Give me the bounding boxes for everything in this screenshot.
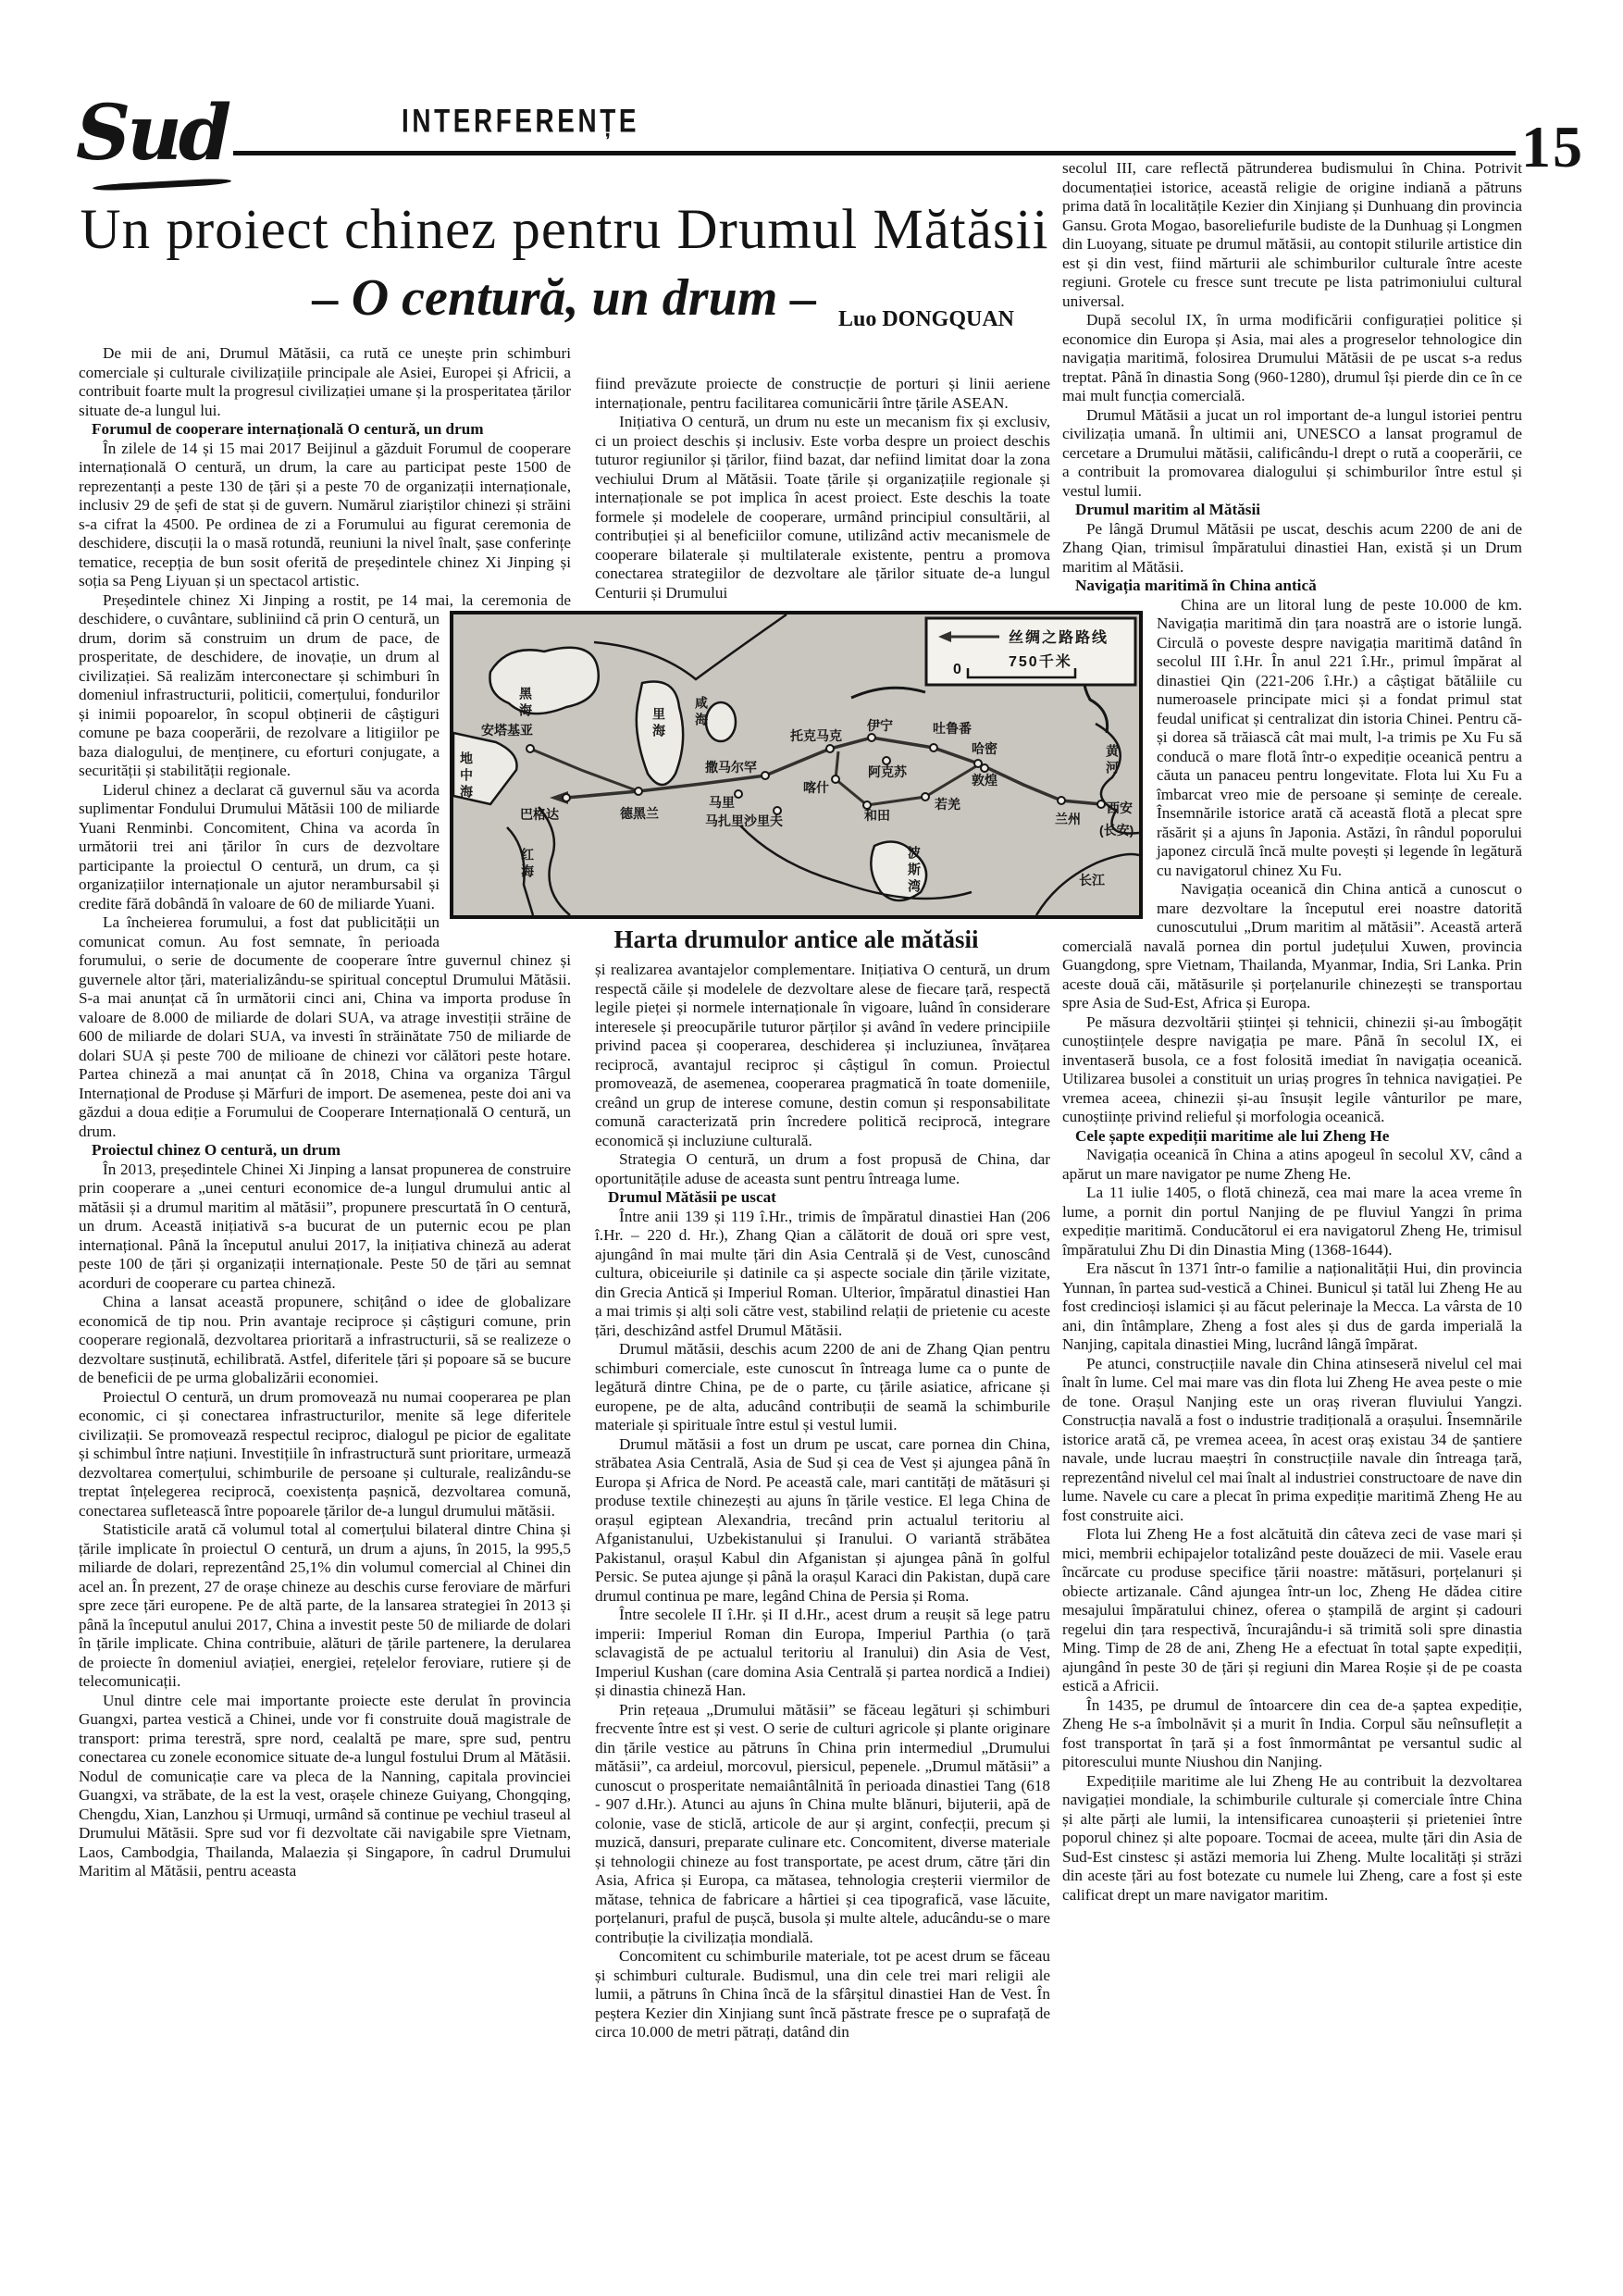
article-paragraph: Strategia O centură, un drum a fost propusă de China, dar oportunitățile aduse de aceasta sunt pentru întreaga lume. xyxy=(595,1150,1050,1187)
map-label-mary: 马里 xyxy=(709,795,735,810)
map-label-kashgar: 喀什 xyxy=(803,780,829,795)
article-paragraph: După secolul IX, în urma modificării configurației politice și economice din Europa și Asia, mai ales a progreselor tehnologice din navigația maritimă, folosirea Drumului Mătăsii de pe uscat s-a redus treptat. Până în dinastia Song (960-1280), drumul își pierde din ce în ce mai mult funcția comercială. xyxy=(1062,311,1522,404)
silk-road-map-drawing xyxy=(453,614,1139,915)
article-paragraph: La încheierea forumului, a fost dat publicității un comunicat comun. Au fost semnate, în perioada forumului, o serie de documente de cooperare între guvernul chinez și guvernele altor țări, materializându-se spiritual conceptul Drumului Mătăsii. S-a mai anunțat că în următorii cinci ani, China va importa produse în valoare de 8.000 de miliarde de dolari SUA, va atrage investiții străine de 600 de miliarde de dolari SUA, va investi în străinătate 750 de miliarde de dolari SUA și peste 700 de milioane de chinezi vor călători peste hotare. Partea chineză a mai anunțat că în 2018, China va organiza Târgul Internațional de Produse și Mărfuri de import. De asemenea, peste doi ani va găzdui a doua ediție a Forumului de Cooperare Internațională O centură, un drum. xyxy=(79,913,571,1140)
article-paragraph: Între anii 139 și 119 î.Hr., trimis de împăratul dinastiei Han (206 î.Hr. – 220 d. Hr.), Zhang Qian a călătorit de două ori spre vest, ajungând în mai multe țări din Asia Centrală și de Vest, cunoscând cultura, obiceiurile și datinile ca și aspecte sociale din țările vizitate, din Grecia Antică și Imperiul Roman. Ulterior, împăratul dinastiei Han a mai trimis și alți soli către vest, stabilind relații de prietenie cu aceste țări, deschizând astfel Drumul Mătăsii. xyxy=(595,1207,1050,1339)
map-label-aral-sea: 咸海 xyxy=(694,696,709,729)
article-paragraph: Drumul Mătăsii a jucat un rol important de-a lungul istoriei pentru civilizația umană. În ultimii ani, UNESCO a lansat programul de cercetare a Drumului mătăsii, calificându-l drept o rută a cooperării, ce a contribuit la promovarea dialogului și schimburilor între estul și vestul lumii. xyxy=(1062,405,1522,500)
article-paragraph: Inițiativa O centură, un drum nu este un mecanism fix și exclusiv, ci un proiect deschis și inclusiv. Este vorba despre un proiect deschis tuturor regiunilor și țărilor, fiind bazat, dar nefiind limitat doar la zona vechiului Drum al Mătăsii. Toate țările și organizațiile regionale și internaționale se pot implica în acest proiect. Este deschis la toate formele și modelele de cooperare, urmând principiul consultării, al contribuției și al beneficiilor comune, utilizând activ mecanismele de cooperare bilaterale și multilaterale existente, pentru a promova conectarea strategiilor de dezvoltare ale țărilor situate de-a lungul Centurii și Drumului xyxy=(595,413,1050,602)
article-paragraph: Drumul mătăsii a fost un drum pe uscat, care pornea din China, străbatea Asia Centrală, Asia de Sud și cea de Vest și ajungea până în Europa și Africa de Nord. Pe această cale, mari cantități de mătăsuri și produse textile chinezești au ajuns în țările vestice. El lega China de orașul egiptean Alexandria, trecând prin actualul teritoriu al Afganistanului, Uzbekistanului și Iranului. O variantă străbătea Pakistanul, orașul Kabul din Afganistan și ajungea până în golful Persic. Se putea ajunge și până la orașul Karaci din Pakistan, după care drumul continua pe mare, legând China de Persia și Roma. xyxy=(595,1434,1050,1605)
article-paragraph: Navigația oceanică în China a atins apogeul în secolul XV, când a apărut un mare navigator pe nume Zheng He. xyxy=(1062,1146,1522,1183)
article-paragraph: Pe măsura dezvoltării științei și tehnicii, chinezii și-au îmbogățit cunoștiințele despre navigația pe mare. Până în secolul IX, ei inventaseră busola, ce a fost folosită imediat în navigația oceanică. Utilizarea busolei a constituit un uriaș progres în tehnica navigației. Pe vremea aceea, chinezii și-au însușit legile vânturilor pe mare, cunoștiințe privind relieful și morfologia oceanică. xyxy=(1062,1012,1522,1125)
article-paragraph: Liderul chinez a declarat că guvernul său va acorda suplimentar Fondului Drumului Mătăsii 100 de miliarde Yuani Renminbi. Concomitent, China va acorda în următorii trei ani țărilor în curs de dezvoltare participante la proiectul O centură, un drum, ca și organizațiilor internaționale un ajutor nerambursabil și credite fără dobândă în valoare de 60 de miliarde Yuani. xyxy=(79,780,440,912)
silk-road-map xyxy=(450,611,1143,919)
article-subhead: Proiectul chinez O centură, un drum xyxy=(92,1141,341,1159)
map-label-xian: 西安 xyxy=(1107,800,1133,815)
map-label-mazar-i-sharif: 马扎里沙里夫 xyxy=(705,813,783,828)
article-subhead: Cele șapte expediții maritime ale lui Zheng He xyxy=(1075,1126,1390,1145)
article-paragraph: Statisticile arată că volumul total al comerțului bilateral dintre China și țările implicate în proiectul O centură, un drum a ajuns, în 2015, la 995,5 miliarde de dolari, reprezentând 25,1% din volumul comercial al Chinei din acel an. În prezent, 27 de orașe chineze au deschis curse feroviare de mărfuri spre zece țări europene. Pe de altă parte, de la lansarea strategiei în 2013 și până la începutul anului 2017, China a investit peste 50 de miliarde de dolari în țările implicate. China contribuie, alături de țările partenere, la derularea de proiecte în domeniul aviației, energiei, rețelelor feroviare, rutiere și de telecomunicații. xyxy=(79,1520,571,1690)
article-paragraph: La 11 iulie 1405, o flotă chineză, cea mai mare la acea vreme în lume, a pornit din portul Nanjing de pe fluviul Yangzi în prima expediție maritimă. Conducătorul ei era navigatorul Zheng He, trimisul împăratului Zhu Di din Dinastia Ming (1368-1644). xyxy=(1062,1184,1522,1259)
column-3 xyxy=(1062,159,1522,2130)
article-paragraph: și realizarea avantajelor complementare. Inițiativa O centură, un drum respectă căile și modelele de dezvoltare alese de fiecare țară, respectă legile pieței și normele internaționale în vigoare, luând în considerare interesele și preocupările tuturor părților și având în vedere principiile privind pacea și cooperarea, deschiderea și incluziunea, învățarea reciprocă, avantajul reciproc și câștigul în comun. Proiectul promovează, de asemenea, cooperarea pragmatică în toate domeniile, creând un grup de interese comune, destin comun și responsabilitate comună caracterizată prin încredere politică reciprocă, integrare economică și incluziune culturală. xyxy=(595,961,1050,1149)
article-subhead: Drumul maritim al Mătăsii xyxy=(1075,501,1261,518)
article-paragraph: Pe lângă Drumul Mătăsii pe uscat, deschis acum 2200 de ani de Zhang Qian, trimisul împăratului dinastiei Han, există și un Drum maritim al Mătăsii. xyxy=(1062,519,1522,576)
map-label-yangtze-river: 长江 xyxy=(1079,873,1105,887)
article-paragraph: În 1435, pe drumul de întoarcere din cea de-a șaptea expediție, Zheng He s-a îmbolnăvit și a murit în India. Corpul său neînsuflețit a fost transportat în țară și a fost înmormântat pe versantul sudic al pitorescului munte Niushou din Nanjing. xyxy=(1062,1695,1522,1770)
legend-route-label: 丝绸之路路线 xyxy=(1009,630,1109,646)
article-paragraph: În 2013, președintele Chinei Xi Jinping a lansat propunerea de construire prin cooperare a „unei centuri economice de-a lungul drumului antic al mătăsii și a drumul maritim al mătăsii”, propunere prescurtată în O centură, un drum. Această inițiativă s-a bucurat de un puternic ecou pe plan internațional. Până la începutul anului 2017, la inițiativa chineză au aderat peste 100 de țări și organizații internaționale. Peste 50 de țări au semnat acorduri de cooperare cu partea chineză. xyxy=(79,1160,571,1292)
article-subhead: Drumul Mătăsii pe uscat xyxy=(608,1188,776,1206)
logo-swash-decoration xyxy=(93,178,231,192)
map-label-antakya: 安塔基亚 xyxy=(481,723,533,738)
map-label-persian-gulf: 波斯湾 xyxy=(907,846,922,896)
map-label-red-sea: 红海 xyxy=(520,848,535,881)
map-label-samarkand: 撒马尔罕 xyxy=(705,760,757,775)
map-label-hotan: 和田 xyxy=(864,808,890,823)
article-paragraph: În zilele de 14 și 15 mai 2017 Beijinul a găzduit Forumul de cooperare internațională O centură, un drum, la care au participat peste 1500 de reprezentanți a peste 130 de țări și a peste 70 de organizații internaționale, inclusiv 29 de șefi de stat și de guvern. Numărul ziariștilor chinezi și străini s-a cifrat la 4500. Pe ordinea de zi a Forumului au figurat ceremonia de deschidere, discuții la o masă rotundă, reuniuni la nivel înalt, șase conferințe tematice, recepția de bun sosit oferită de președintele chinez Xi Jinping și soția sa Peng Liyuan și un spectacol artistic. xyxy=(79,439,571,590)
map-label-baghdad: 巴格达 xyxy=(520,807,559,822)
map-label-turpan: 吐鲁番 xyxy=(933,721,972,736)
article-paragraph: Flota lui Zheng He a fost alcătuită din câteva zeci de vase mari și mici, membrii echipajelor totalizând peste douăzeci de mii. Vasele erau încărcate cu produse specifice țării noastre: mătăsuri, porțelanuri și obiecte artizanale. Când ajungea într-un loc, Zheng He dădea citire mesajului împăratului chinez, oferea o ștampilă de argint și cadouri regelui din țara respectivă, încurajându-i să trimită soli spre dinastia Ming. Timp de 28 de ani, Zheng He a efectuat în total șapte expediții, ajungând în peste 30 de țări și regiuni din Marea Roșie și de pe coasta estică a Africii. xyxy=(1062,1525,1522,1694)
author-byline: Luo DONGQUAN xyxy=(837,307,1014,331)
map-label-changan: (长安) xyxy=(1099,823,1134,838)
article-paragraph: Era născut în 1371 într-o familie a naționalității Hui, din provincia Yunnan, în partea sud-vestică a Chinei. Bunicul și tatăl lui Zheng He au fost credincioși islamici și au făcut pelerinaje la Mecca. La vârsta de 10 ani, din întâmplare, Zheng a fost ales și dus de garda imperială la Nanjing, capitala dinastiei Ming, lucrând lângă împărat. xyxy=(1062,1260,1522,1353)
article-paragraph: Pe atunci, construcțiile navale din China atinseseră nivelul cel mai înalt în lume. Cel mai mare vas din flota lui Zheng He avea peste o mie de tone. Orașul Nanjing este un oraș riveran fluviului Yangzi. Construcția navală a fost o industrie tradițională a orașului. Însemnările istorice arată că, pe vremea aceea, în acest oraș existau 34 de șantiere navale, unde lucrau maeștri în construcțiile navale din întreaga țară, reprezentând nivelul cel mai înalt al industriei constructoare de nave din lume. Navele cu care a plecat în prima expediție maritimă Zheng He au fost construite aici. xyxy=(1062,1354,1522,1524)
column-2-bottom xyxy=(595,961,1050,2141)
map-label-tokmok: 托克马克 xyxy=(790,728,842,743)
article-paragraph: Proiectul O centură, un drum promovează nu numai cooperarea pe plan economic, ci și conectarea infrastructurilor, menite să lege diferitele civilizații. Se promovează respectul reciproc, dialogul pe picior de egalitate și schimbul între națiuni. Investițiile în infrastructură sunt prioritare, urmează dezvoltarea comerțului, schimburile de persoane și culturale, realizându-se treptat înțelegerea reciprocă, coexistența pașnică, dezvoltarea comună, conectarea sufletească între popoarele țărilor de-a lungul drumului mătăsii. xyxy=(79,1387,571,1520)
map-label-yellow-river: 黄河 xyxy=(1105,744,1120,777)
map-label-hami: 哈密 xyxy=(972,741,997,756)
column-2-top xyxy=(595,375,1050,608)
map-label-dunhuang: 敦煌 xyxy=(972,773,997,788)
map-label-mediterranean: 地中海 xyxy=(459,751,474,801)
headline-subtitle: – O centură, un drum – xyxy=(312,269,817,327)
article-paragraph: China are un litoral lung de peste 10.000 de km. Navigația maritimă din țara noastră are o istorie lungă. Circulă o poveste despre navigația maritimă datând în secolul III î.Hr. În anul 221 î.Hr., primul împărat al dinastiei Qin (221-206 î.Hr.) a câștigat bătăliile cu numeroasele principate mici și a fondat primul stat feudal unificat și centralizat din istoria Chinei. Pentru că-și dorea să trăiască cât mai mult, l-a trimis pe Xu Fu să conducă o mare flotă într-o expediție oceanică pentru a căuta un panaceu pentru longevitate. Flota lui Xu Fu a îmbarcat vreo mie de persoane și semințe de cereale. Însemnările istorice arată că această flotă a plecat spre răsărit și a ajuns în Japonia. Astăzi, în rândul poporului japonez circulă încă multe povești și legende în legătură cu navigatorul chinez Xu Fu. xyxy=(1157,595,1522,879)
article-paragraph: Expedițiile maritime ale lui Zheng He au contribuit la dezvoltarea navigației mondiale, la schimburile culturale și comerciale între China și alte părți ale lumii, la intensificarea cunoașterii și prieteniei între poporul chinez și alte popoare. Tocmai de aceea, multe țări din Asia de Sud-Est cinstesc și astăzi memoria lui Zheng. Multe localități și străzi din aceste țări au fost botezate cu numele lui Zheng, care a fost și este calificat drept un mare navigator maritim. xyxy=(1062,1771,1522,1904)
legend-scale-value: 750千米 xyxy=(1009,654,1072,670)
map-label-black-sea-icon: 黑海 xyxy=(518,687,533,720)
map-label-ruoqiang: 若羌 xyxy=(935,797,960,812)
article-subhead: Navigația maritimă în China antică xyxy=(1075,577,1317,594)
article-paragraph: secolul III, care reflectă pătrunderea budismului în China. Potrivit documentației istorice, această religie de origine indiană a pătruns prima dată în localitățile Kezier din Xinjiang și Dunhuang din provincia Gansu. Grota Mogao, basoreliefurile budiste de la Dunhuag și Longmen din Luoyang, situate pe drumul mătăsii, au contopit stilurile artistice din est și din vest, fiind mărturii ale schimburilor culturale între aceste regiuni. Grotele cu fresce sunt trecute pe lista patrimoniului cultural universal. xyxy=(1062,159,1522,310)
article-paragraph: China a lansat această propunere, schițând o idee de globalizare economică de tip nou. Prin avantaje reciproce și câștiguri comune, prin cooperare regională, dezvoltarea prioritară a infrastructurii, să se realizeze o dezvoltare susținută, echilibrată. Astfel, diferitele țări și popoare să se bucure de beneficii de pe urma globalizării economiei. xyxy=(79,1293,571,1386)
map-label-caspian-sea: 里海 xyxy=(651,707,666,740)
article-subhead: Forumul de cooperare internațională O centură, un drum xyxy=(92,420,484,438)
article-paragraph: Navigația oceanică din China antică a cunoscut o mare dezvoltare la începutul erei noastre datorită cunoscutului „Drum maritim al mătăsii”. Această arteră comercială navală pornea din portul județului Xuwen, provincia Guangdong, spre Vietnam, Thailanda, Myanmar, India, Sri Lanka. Prin aceste două căi, mătăsurile și porțelanurile chinezești se transportau spre Asia de Sud-Est, Africa și Europa. xyxy=(1062,880,1522,1011)
map-label-yining: 伊宁 xyxy=(867,718,893,733)
page-number: 15 xyxy=(1521,114,1584,180)
map-caption: Harta drumulor antice ale mătăsii xyxy=(613,925,979,953)
headline-title: Un proiect chinez pentru Drumul Mătăsii xyxy=(80,199,1049,261)
section-title: INTERFERENȚE xyxy=(402,102,640,140)
legend-scale-zero: 0 xyxy=(953,662,963,677)
map-label-tehran: 德黑兰 xyxy=(620,806,659,821)
article-paragraph: Prin rețeaua „Drumului mătăsii” se făceau legături și schimburi frecvente între est și vest. O serie de culturi agricole și plante originare din țările vestice au pătruns în China prin intermediul „Drumului mătăsii”, ca ardeiul, morcovul, piersicul, pepenele. „Drumul mătăsii” a cunoscut o prosperitate nemaiântâlnită în perioada dinastiei Tang (618 - 907 d.Hr.). Atunci au ajuns în China multe blănuri, bijuterii, apă de colonie, vase de sticlă, articole de aur și argint, confecții, precum și muzică, dansuri, preparate culinare etc. Concomitent, diverse materiale și tehnologii chineze au fost transportate, pe acest drum, către țări din Asia, Africa și Europa, ca mătasea, tehnologia creșterii viermilor de mătase, tehnica de fabricare a hârtiei și cea tipografică, vase lăcuite, porțelanuri, praful de pușcă, busola și multe altele, aducându-se o mare contribuție la civilizația mondială. xyxy=(595,1700,1050,1946)
article-paragraph: Unul dintre cele mai importante proiecte este derulat în provincia Guangxi, partea vestică a Chinei, unde vor fi construite două magistrale de transport: prima terestră, spre nord, cealaltă pe mare, spre sud, pentru conectarea cu zonele economice situate de-a lungul fostului Drum al Mătăsii. Nodul de comunicație care va pleca de la Nanning, capitala provinciei Guangxi, va străbate, de la est la vest, orașele chineze Guiyang, Chongqing, Chengdu, Xian, Lanzhou și Urmuqi, urmând să continue pe vechiul traseul al Drumului Mătăsii. Spre sud vor fi dezvoltate căi navigabile spre Vietnam, Laos, Cambodgia, Thailanda, Malaezia și Singapore, în cadrul Drumului Maritim al Mătăsii, pentru aceasta xyxy=(79,1691,571,1880)
newspaper-logo: Sud xyxy=(76,89,229,178)
article-paragraph: Între secolele II î.Hr. și II d.Hr., acest drum a reușit să lege patru imperii: Imperiul Roman din Europa, Imperiul Parthia (o țară sclavagistă de pe actualul teritoriu al Iranului) din Asia de Vest, Imperiul Kushan (care domina Asia Centrală și partea nordică a Indiei) și dinastia chineză Han. xyxy=(595,1606,1050,1699)
map-label-lanzhou: 兰州 xyxy=(1055,812,1081,826)
article-paragraph: fiind prevăzute proiecte de construcție de porturi și linii aeriene internaționale, pentru facilitarea comunicării între țările ASEAN. xyxy=(595,375,1050,412)
article-paragraph: De mii de ani, Drumul Mătăsii, ca rută ce unește prin schimburi comerciale și culturale civilizațiile principale ale Asiei, Europei și Africii, a contribuit foarte mult la progresul civilizației umane și la prosperitatea țărilor situate de-a lungul lui. xyxy=(79,344,571,419)
aral-sea-shape xyxy=(706,702,736,741)
masthead-rule xyxy=(233,151,1516,155)
map-label-aksu: 阿克苏 xyxy=(868,764,907,779)
article-paragraph: Concomitent cu schimburile materiale, tot pe acest drum se făceau și schimburi culturale. Budismul, una din cele trei mari religii ale lumii, a pătruns în China încă de la sfârșitul dinastiei Han de Vest. În peștera Kezier din Xinjiang sunt încă păstrate fresce pe o suprafață de circa 10.000 de metri pătrați, datând din xyxy=(595,1947,1050,2041)
article-paragraph: Drumul mătăsii, deschis acum 2200 de ani de Zhang Qian pentru schimburi comerciale, este cunoscut în întreaga lume ca o punte de legătură dintre China, pe de o parte, cu țările asiatice, africane și europene, pe de alta, aducând contribuții de seamă la schimburile materiale și spirituale între estul și vestul lumii. xyxy=(595,1340,1050,1433)
article-paragraph: Președintele chinez Xi Jinping a rostit, pe 14 mai, la ceremonia de deschidere, o cuvântare, subliniind că prin O centură, un drum, dorim să construim un drum de pace, de prosperitate, de deschidere, de inovație, un drum al civilizației. Să realizăm interconectare și schimburi în domeniul infrastructurii, politicii, comerțului, fondurilor și inimii popoarelor, în scopul obținerii de câștiguri comune pe baza cooperării, de rezolvare a litigiilor pe baza dialogului, de menținere, cu eforturi conjugate, a securității și stabilității regionale. xyxy=(79,590,571,779)
map-legend xyxy=(926,618,1135,685)
